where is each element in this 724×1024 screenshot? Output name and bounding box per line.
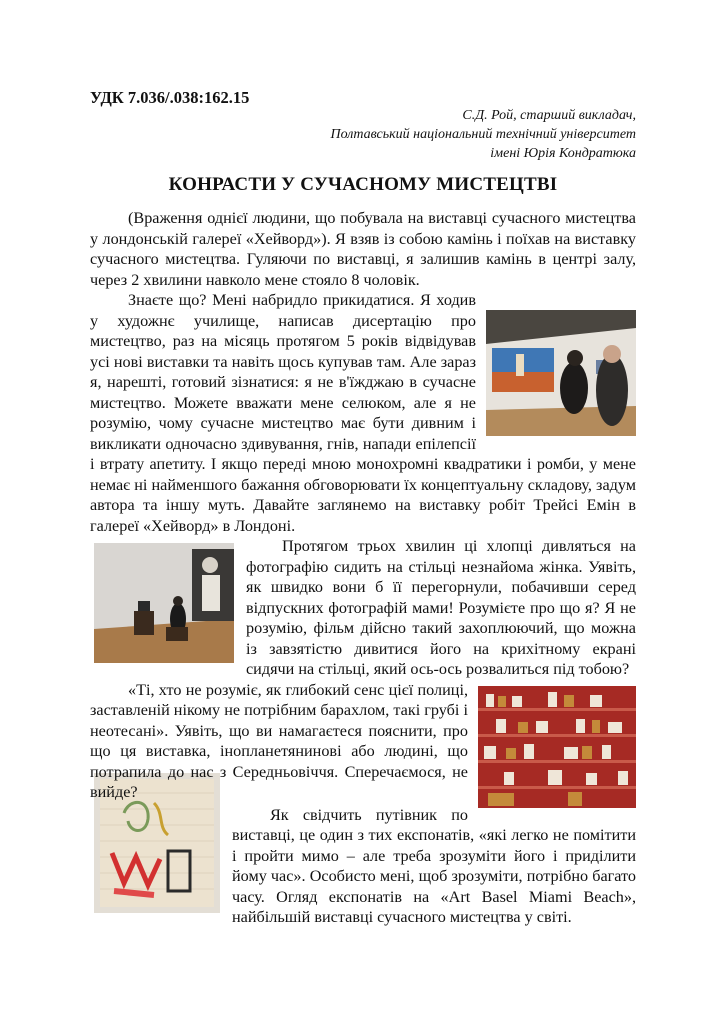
paragraph-confession: Знаєте що? Мені набридло прикидатися. Я ходив у художнє училище, написав дисертацію про мистецтво, раз на місяць протягом 5 років відвідував усі нові виставки та навіть щось купував там. Але зараз я, нарешті, готовий зізнатися: я не в'їжджаю в сучасне мистецтво. Можете вважати мене селюком, але я не розумію, чому сучасне мистецтво має бути дивним і викликати одночасно здивування, гнів, напади епілепсії і втрату апетиту. І якщо переді мною монохромні квадратики і ромби, у мене немає ні найменшого бажання обговорювати їх концептуальну складову, задум автора та іншу муть. Давайте заглянемо на виставку робіт Трейсі Емін в галереї «Хейворд» в Лондоні. bbox=[90, 291, 636, 535]
paragraph-intro: (Враження однієї людини, що побувала на виставці сучасного мистецтва у лондонській галереї «Хейворд»). Я взяв із собою камінь і поїхав на виставку сучасного мистецтва. Гуляючи по виставці, я залишив камінь в центрі залу, через 2 хвилини навколо мене стояло 8 чоловік. bbox=[90, 209, 636, 289]
paragraph-guide: Як свідчить путівник по виставці, це один з тих експонатів, «які легко не помітити і пройти мимо – але треба зрозуміти його і приділити йому час». Особисто мені, щоб зрозуміти, потрібно багато часу. Огляд експонатів на «Art Basel Miami Beach», найбільшій виставці сучасного мистецтва у світі. bbox=[232, 805, 636, 926]
woman-on-chair-photo bbox=[94, 543, 234, 663]
shelf-figurines-photo bbox=[478, 686, 636, 808]
paragraph-film: Протягом трьох хвилин ці хлопці дивляться на фотографію сидить на стільці незнайома жінка. Уявіть, як швидко вони б її перегорнули, побачивши серед відпускних фотографій мами! Розумієте про що я? Я не розумію, фільм дійсно такий захоплюючий, що можна із завзятістю дивитися його на крихітному екрані сидячи на стільці, який ось-ось розвалиться під тобою? bbox=[246, 537, 636, 678]
gallery-photo bbox=[486, 310, 636, 436]
paragraph-shelf: «Ті, хто не розуміє, як глибокий сенс цієї полиці, заставленій нікому не потрібним барахлом, такі грубі і неотесані». Уявіть, що ви намагаєтеся пояснити, про що ця виставка, інопланетянинові або людині, що потрапила до нас з Середньовіччя. Сперечаємося, не вийде? bbox=[90, 680, 468, 801]
udk-code: УДК 7.036/.038:162.15 bbox=[90, 88, 250, 107]
author-name: С.Д. Рой, старший викладач, bbox=[462, 108, 636, 123]
author-block bbox=[216, 106, 636, 163]
author-university-name: імені Юрія Кондратюка bbox=[490, 146, 636, 161]
article-body bbox=[90, 208, 636, 928]
author-university: Полтавський національний технічний університет bbox=[330, 127, 636, 142]
article-title: КОНРАСТИ У СУЧАСНОМУ МИСТЕЦТВІ bbox=[168, 174, 558, 195]
